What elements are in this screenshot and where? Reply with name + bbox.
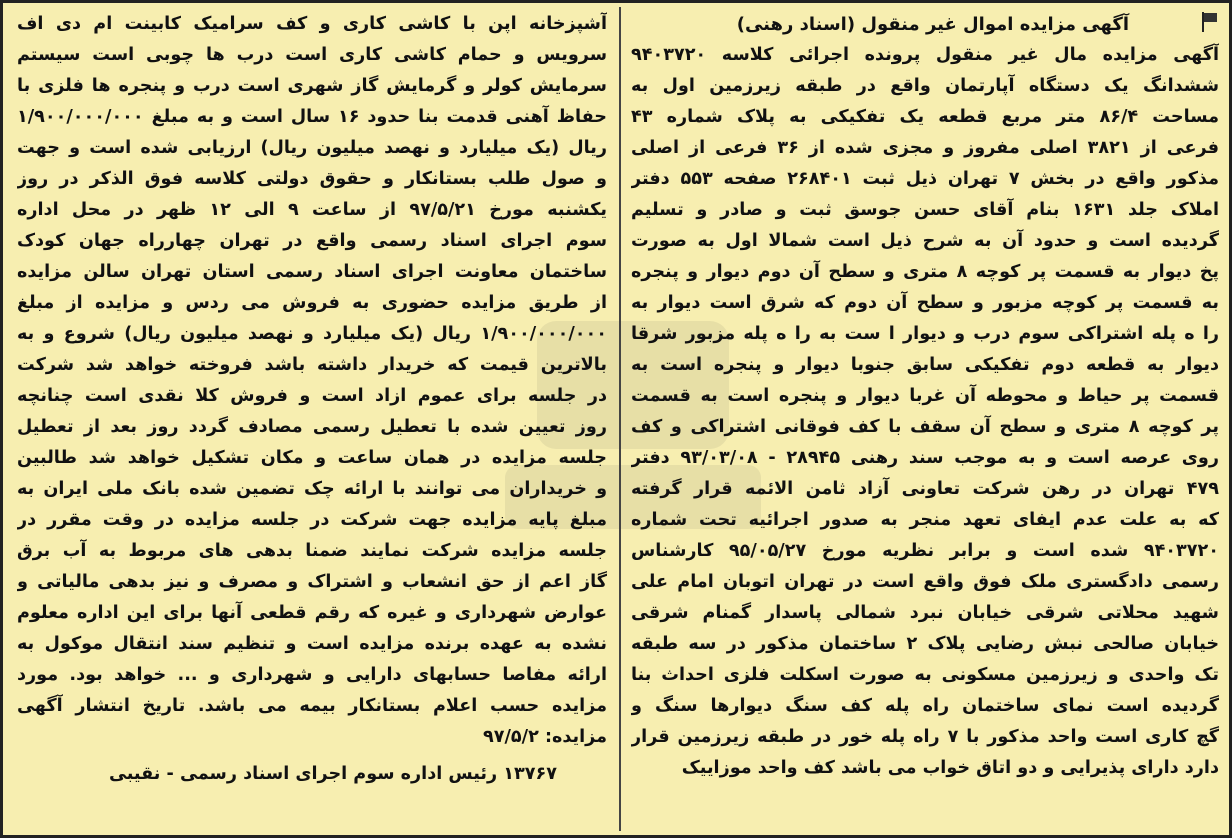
- text-line: روی عرصه است و به موجب سند رهنی ۲۸۹۴۵ - ۹۳/۰۳/۰۸ دفتر: [631, 448, 1219, 468]
- text-line: در جلسه برای عموم ازاد است و فروش کلا نقدی است چنانچه: [17, 386, 607, 406]
- text-line: سرمایش کولر و گرمایش گاز شهری است درب و پنجره ها فلزی با: [17, 76, 607, 96]
- text-line: جلسه مزایده شرکت نمایند ضمنا بدهی های مربوط به آب برق: [17, 541, 607, 561]
- text-line: مساحت ۸۶/۴ متر مربع قطعه یک تفکیکی به پلاک شماره ۴۳: [631, 107, 1219, 127]
- text-line: را ه پله اشتراکی سوم درب و دیوار ا ست به را ه پله مزبور شرقا: [631, 324, 1219, 344]
- text-line: به قسمت پر کوچه مزبور و سطح آن دوم که شرق است دیوار به: [631, 293, 1219, 313]
- text-line: فرعی از ۳۸۲۱ اصلی مفروز و مجزی شده از ۳۶ فرعی از اصلی: [631, 138, 1219, 158]
- text-line: ارائه مفاصا حسابهای دارایی و شهرداری و ... خواهد بود. مورد: [17, 665, 607, 685]
- text-line: سرویس و حمام کاشی کاری است درب ها چوبی است سیستم: [17, 45, 607, 65]
- text-line: از طریق مزایده حضوری به فروش می ردس و مزایده از مبلغ: [17, 293, 607, 313]
- text-line: املاک جلد ۱۶۳۱ بنام آقای حسن جوسق ثبت و صادر و تسلیم: [631, 200, 1219, 220]
- text-line: ۱/۹۰۰/۰۰۰/۰۰۰ ریال (یک میلیارد و نهصد میلیون ریال) شروع و به: [17, 324, 607, 344]
- text-line: دارد دارای پذیرایی و دو اتاق خواب می باشد کف واحد موزاییک: [681, 758, 1219, 778]
- text-line: یکشنبه مورخ ۹۷/۵/۲۱ از ساعت ۹ الی ۱۲ ظهر در محل اداره: [17, 200, 607, 220]
- text-line: مبلغ پایه مزایده جهت شرکت در جلسه مزایده در وقت مقرر در: [17, 510, 607, 530]
- text-line: گچ کاری است واحد مذکور با ۷ راه پله خور در طبقه زیرزمین قرار: [631, 727, 1219, 747]
- text-line: پر کوچه ۸ متری و سطح آن سقف با کف فوقانی اشتراکی و کف: [631, 417, 1219, 437]
- notice-title: آگهی مزایده اموال غیر منقول (اسناد رهنی): [736, 14, 1129, 35]
- text-line: سوم اجرای اسناد رسمی واقع در تهران چهارراه جهان کودک: [17, 231, 607, 251]
- text-line: قسمت پر حیاط و محوطه آن غربا دیوار و پنجره است به قسمت: [631, 386, 1219, 406]
- text-line: و خریداران می توانند با ارائه چک تضمین شده بانک ملی ایران به: [17, 479, 607, 499]
- text-line: که به علت عدم ایفای تعهد منجر به صدور اجرائیه تحت شماره: [631, 510, 1219, 530]
- text-line: و صول طلب بستانکار و حقوق دولتی کلاسه فوق الذکر در روز: [17, 169, 607, 189]
- text-line: نشده به عهده برنده مزایده است و تنظیم سند انتقال موکول به: [17, 634, 607, 654]
- text-line: آگهی مزایده مال غیر منقول پرونده اجرائی کلاسه ۹۴۰۳۷۲۰: [631, 45, 1219, 65]
- notice-signature: ۱۳۷۶۷ رئیس اداره سوم اجرای اسناد رسمی - نقیبی: [108, 764, 557, 784]
- text-line: ساختمان معاونت اجرای اسناد رسمی استان تهران سالن مزایده: [17, 262, 607, 282]
- notice-column-right: [631, 9, 1219, 784]
- text-line: جلسه مزایده در همان ساعت و مکان تشکیل خواهد شد طالبین: [17, 448, 607, 468]
- right-column-text: [631, 40, 1219, 784]
- text-line: پخ دیوار به قسمت پر کوچه ۸ متری و سطح آن دوم دیوار و پنجره: [631, 262, 1219, 282]
- text-line: دیوار به قطعه دوم تفکیکی سابق جنوبا دیوار و پنجره است به: [631, 355, 1219, 375]
- text-line: روز تعیین شده با تعطیل رسمی مصادف گردد روز بعد از تعطیل: [17, 417, 607, 437]
- text-line: عوارض شهرداری و غیره که رقم قطعی آنها برای این اداره معلوم: [17, 603, 607, 623]
- text-line: خیابان صالحی نبش رضایی پلاک ۲ ساختمان مذکور در سه طبقه: [631, 634, 1219, 654]
- text-line: مزایده حسب اعلام بستانکار بیمه می باشد. تاریخ انتشار آگهی: [17, 696, 607, 716]
- text-line: مزایده: ۹۷/۵/۲: [483, 727, 607, 747]
- text-line: حفاظ آهنی قدمت بنا حدود ۱۶ سال است و به مبلغ ۱/۹۰۰/۰۰۰/۰۰۰: [17, 107, 607, 127]
- text-line: تک واحدی و زیرزمین مسکونی به صورت اسکلت فلزی احداث بنا: [631, 665, 1219, 685]
- text-line: مذکور واقع در بخش ۷ تهران ذیل ثبت ۲۶۸۴۰۱ صفحه ۵۵۳ دفتر: [631, 169, 1219, 189]
- text-line: آشپزخانه اپن با کاشی کاری و کف سرامیک کابینت ام دی اف: [17, 14, 607, 34]
- text-line: گردیده است و حدود آن به شرح ذیل است شمالا اول به صورت: [631, 231, 1219, 251]
- text-line: ششدانگ یک دستگاه آپارتمان واقع در طبقه زیرزمین اول به: [631, 76, 1219, 96]
- text-line: بالاترین قیمت که خریدار داشته باشد فروخته خواهد شد شرکت: [17, 355, 607, 375]
- notice-column-left: [17, 9, 607, 790]
- text-line: رسمی دادگستری ملک فوق واقع است در تهران اتوبان امام علی: [631, 572, 1219, 592]
- left-column-text: [17, 9, 607, 753]
- text-line: ۴۷۹ تهران در رهن شرکت تعاونی آزاد ثامن الائمه قرار گرفته: [631, 479, 1219, 499]
- text-line: گردیده است نمای ساختمان راه پله کف سنگ دیوارها سنگ و: [631, 696, 1219, 716]
- text-line: ۹۴۰۳۷۲۰ شده است و برابر نظریه مورخ ۹۵/۰۵/۲۷ کارشناس: [631, 541, 1219, 561]
- text-line: ریال (یک میلیارد و نهصد میلیون ریال) ارزیابی شده است و جهت: [17, 138, 607, 158]
- text-line: شهید محلاتی شرقی خیابان نبرد شمالی پاسدار گمنام شرقی: [631, 603, 1219, 623]
- column-divider: [619, 7, 621, 831]
- text-line: گاز اعم از حق انشعاب و اشتراک و مصرف و نیز بدهی مالیاتی و: [17, 572, 607, 592]
